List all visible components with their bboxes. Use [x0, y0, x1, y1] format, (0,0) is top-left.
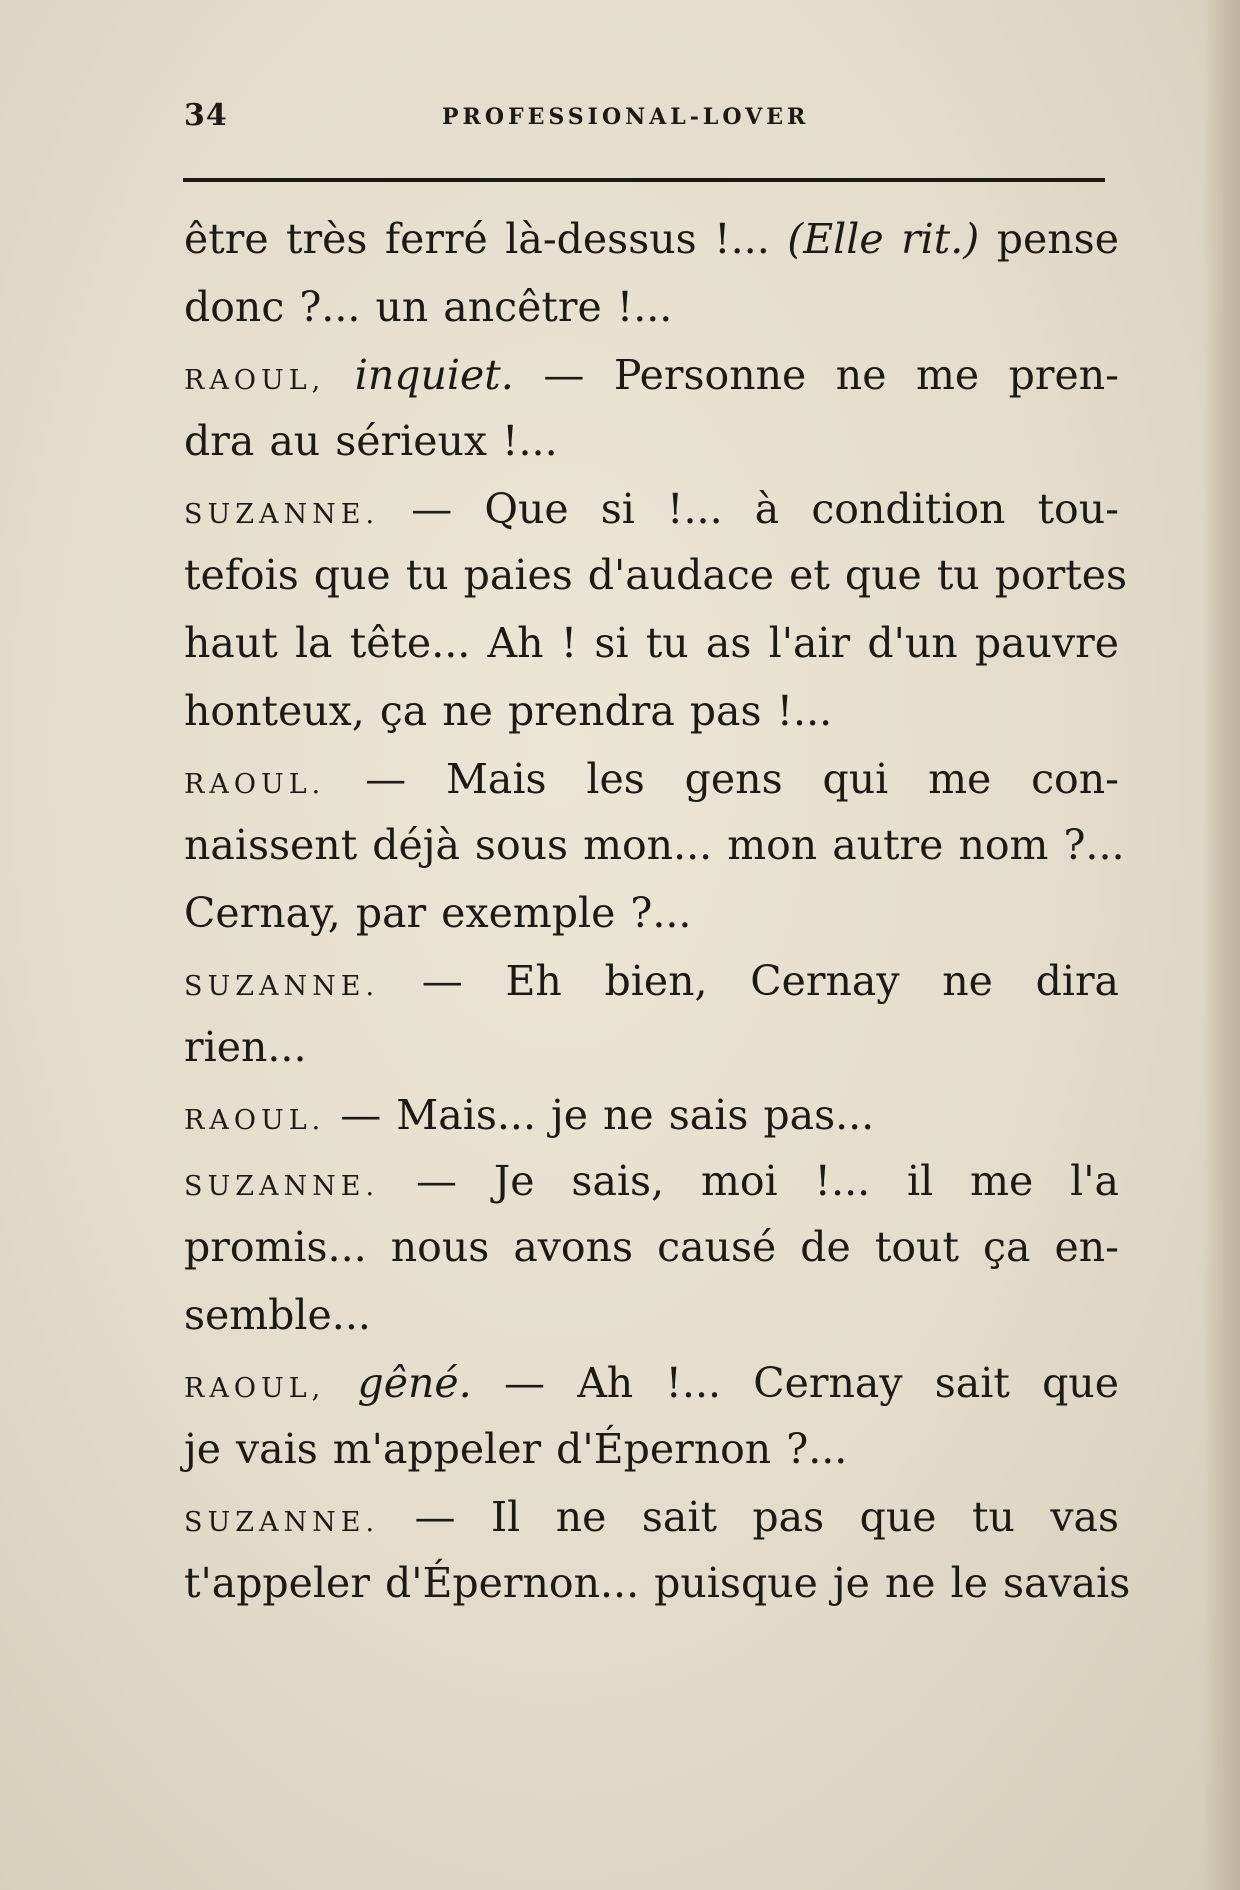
dialogue-text — [184, 205, 1131, 1617]
stage-direction: (Elle rit.) — [787, 215, 980, 263]
speech-line: SUZANNE. — Je sais, moi !... il me l'a — [184, 1157, 1119, 1205]
header-rule — [183, 178, 1105, 182]
text-line: haut la tête... Ah ! si tu as l'air d'un pauvre — [184, 619, 1119, 667]
text-line: dra au sérieux !... — [184, 417, 558, 465]
text-line: honteux, ça ne prendra pas !... — [184, 687, 833, 735]
speaker-name: RAOUL, — [184, 1373, 326, 1404]
text-line: semble... — [184, 1291, 371, 1339]
text-line: je vais m'appeler d'Épernon ?... — [184, 1425, 848, 1473]
speech-line: SUZANNE. — Il ne sait pas que tu vas — [184, 1493, 1119, 1541]
page-edge-shadow — [1202, 0, 1240, 1890]
text-line: tefois que tu paies d'audace et que tu portes — [184, 551, 1128, 599]
speaker-name: SUZANNE. — [184, 1171, 380, 1202]
running-header — [184, 98, 1104, 138]
text-line: être très ferré là-dessus !... (Elle rit.) pense — [184, 215, 1119, 263]
speaker-name: RAOUL, — [184, 365, 326, 396]
speaker-name: SUZANNE. — [184, 971, 380, 1002]
text-line: donc ?... un ancêtre !... — [184, 283, 673, 331]
speaker-name: SUZANNE. — [184, 1507, 380, 1538]
text-line: naissent déjà sous mon... mon autre nom ?... — [184, 821, 1125, 869]
stage-direction: gêné. — [357, 1359, 472, 1407]
speech-line: RAOUL. — Mais les gens qui me con- — [184, 755, 1119, 803]
stage-direction: inquiet. — [354, 351, 514, 399]
text-line: rien... — [184, 1023, 307, 1071]
speaker-name: SUZANNE. — [184, 499, 380, 530]
text-line: Cernay, par exemple ?... — [184, 889, 692, 937]
speaker-name: RAOUL. — [184, 1105, 326, 1136]
speech-line: RAOUL, inquiet. — Personne ne me pren- — [184, 351, 1119, 399]
speech-line: SUZANNE. — Que si !... à condition tou- — [184, 485, 1119, 533]
text-line: promis... nous avons causé de tout ça en- — [184, 1223, 1119, 1271]
speech-line: SUZANNE. — Eh bien, Cernay ne dira — [184, 957, 1119, 1005]
speaker-name: RAOUL. — [184, 769, 326, 800]
text-line: t'appeler d'Épernon... puisque je ne le savais — [184, 1559, 1131, 1607]
speech-line: RAOUL, gêné. — Ah !... Cernay sait que — [184, 1359, 1119, 1407]
speech-line: RAOUL. — Mais... je ne sais pas... — [184, 1091, 875, 1139]
page-number: 34 — [184, 98, 228, 133]
running-title: PROFESSIONAL-LOVER — [442, 104, 810, 130]
